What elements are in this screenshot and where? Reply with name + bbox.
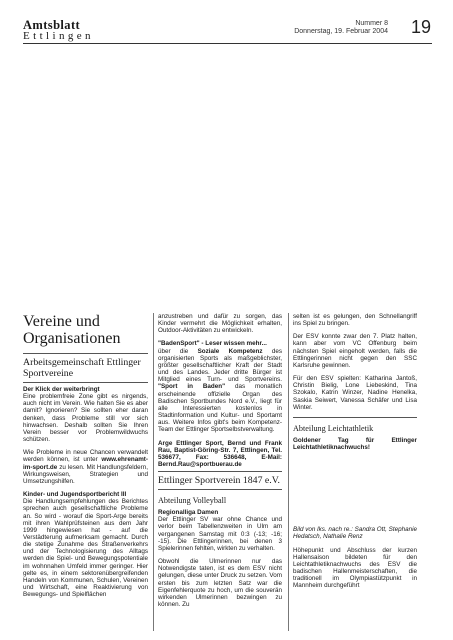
photo-placeholder — [293, 451, 417, 526]
bold-span: Soziale Kompetenz — [197, 347, 263, 355]
masthead-subtitle: Ettlingen — [23, 30, 94, 42]
org-heading: Arbeitsgemeinschaft Ettlinger Sportvereine — [23, 357, 141, 379]
subheading-klick: Der Klick der weiterbringt — [23, 386, 100, 393]
column-3 — [293, 313, 417, 595]
divider — [158, 471, 282, 472]
contact-block: Arge Ettlinger Sport, Bernd und Frank Rau, Baptist-Göring-Str. 7, Ettlingen, Tel. 536677, Fax: 536648, E-Mail: Bernd.Rau@sportbuerau.de — [158, 439, 282, 468]
paragraph: Der ESV konnte zwar den 7. Platz halten, kann aber vom VC Offenburg beim nächsten Spiel eingeholt werden, falls die Ettlingerinnen nicht gegen den SSC Karlsruhe gewinnen. — [293, 333, 417, 369]
text-span: zu lesen. Mit Handlungsfeldern, Wirkungsweisen, Strategien und Umsetzungshilfen. — [23, 463, 148, 485]
masthead-title: Amtsblatt — [23, 18, 81, 32]
paragraph: selten ist es gelungen, den Schnellangriff ins Spiel zu bringen. — [293, 313, 417, 328]
masthead-rule — [23, 43, 432, 44]
paragraph: Obwohl die Ulmerinnen nur das Notwendigste taten, ist es dem ESV nicht gelungen, diese unter Druck zu setzen. Vom ersten bis zum letzten Satz war die Eigenfehlerquote zu hoch, um die souverän wirkenden Ulmerinnen bezwingen zu können. Zu — [158, 558, 282, 608]
paragraph: Die Handlungsempfehlungen des Berichtes sprechen auch gesellschaftliche Probleme an. So wird - worauf die Sport-Arge bereits mit ihren Wahlprüfsteinen aus dem Jahr 1999 hingewiesen hat - auf die Verstädterung aufmerksam gemacht. Durch die stetige Zunahme des Straßenverkehrs und der Technologisierung des Alltags werden die Spiel- und Bewegungspotentiale im wohnnahen Umfeld immer geringer. Hier gelte es, in einem sektorenübergreifenden Handeln von Kommunen, Schulen, Vereinen und Wirtschaft, eine Reaktivierung von Bewegungs- und Spielflächen — [23, 498, 148, 599]
subheading-badensport: "BadenSport" - Leser wissen mehr... — [158, 340, 267, 348]
paragraph: Der Ettlinger SV war ohne Chance und verlor beim Tabellenzweiten in Ulm am vergangenen Samstag mit 0:3 (-13; -16; -15). Die Ettlingerinnen, bei denen 3 Spielerinnen fehlten, wirkten zu verhalten. — [158, 516, 282, 552]
divider — [158, 489, 282, 490]
column-separator — [288, 313, 289, 631]
subheading-goldener-tag: Goldener Tag für Ettlinger Leichtathletiknachwuchs! — [293, 436, 417, 452]
text-span: über die — [158, 347, 198, 355]
issue-date: Donnerstag, 19. Februar 2004 — [294, 28, 388, 35]
department-heading: Abteilung Leichtathletik — [293, 423, 374, 433]
paragraph: Für den ESV spielten: Katharina Jantoß, Christin Bielig, Lone Liebeskind, Tina Szokalo, Katrin Winzer, Nadine Henelka, Saskia Seiwert, Vanessa Schäfer und Lisa Winter. — [293, 375, 417, 411]
issue-info — [294, 20, 388, 36]
text-span: Wie Probleme in neue Chancen verwandelt werden können, ist unter — [23, 449, 148, 464]
club-heading: Ettlinger Sportverein 1847 e.V. — [158, 475, 280, 487]
section-title-line-2: Organisationen — [23, 330, 121, 347]
subheading-regionalliga: Regionalliga Damen — [158, 509, 219, 517]
column-2 — [158, 313, 282, 614]
text-span: des organisierten Sports als maßgeblichster, größter gesellschaftlicher Kraft der Stadt und des Landes. Jeder dritte Bürger ist Mitglied eines Turn- und Sportvereins. — [158, 347, 282, 384]
issue-number: Nummer 8 — [355, 20, 388, 27]
divider — [23, 382, 148, 383]
divider — [293, 417, 417, 418]
bold-span: "Sport in Baden" — [158, 383, 226, 391]
photo-caption: Bild von lks. nach re.: Sandra Ott, Stephanie Hedatsch, Nathalie Renz — [293, 526, 417, 541]
paragraph — [158, 348, 282, 434]
paragraph: anzustreben und dafür zu sorgen, das Kinder vermehrt die Möglichkeit erhalten, Outdoor-Aktivitäten zu entwickeln. — [158, 313, 282, 335]
page-number: 19 — [410, 17, 431, 37]
text-span: das monatlich erscheinende offizielle Organ des Badischen Sportbundes Nord e.V., liegt für alle Interessierten kostenlos in Stadtinformation und Kultur- und Sportamt aus. Weitere Infos gibt's beim Kompetenz-Team der Ettlinger Sportselbstverwaltung. — [158, 383, 282, 434]
subheading-jugendsportbericht: Kinder- und Jugendsportbericht III — [23, 491, 127, 499]
paragraph-link — [23, 449, 148, 485]
section-title-line-1: Vereine und — [23, 313, 100, 330]
divider — [23, 353, 148, 354]
column-separator — [153, 313, 154, 631]
section-title — [23, 313, 148, 347]
paragraph: Höhepunkt und Abschluss der kurzen Hallensaison bildeten für den Leichtathletiknachwuchs des ESV die badischen Hallenmeisterschaften, die traditionell im Olympiastützpunkt in Mannheim durchgeführt — [293, 546, 417, 590]
department-heading: Abteilung Volleyball — [158, 496, 227, 506]
website-link[interactable]: www.ehrenamt-im-sport.de — [23, 456, 148, 471]
paragraph: Eine problemfreie Zone gibt es nirgends, auch nicht im Verein. Wie halten Sie es aber damit? Ignorieren? Sie sollten eher daran denken, dass Probleme still vor sich hinwachsen. Deshalb sollten Sie Ihren Verein besser vor Problemwildwuchs schützen. — [23, 393, 148, 444]
column-1 — [23, 313, 148, 604]
